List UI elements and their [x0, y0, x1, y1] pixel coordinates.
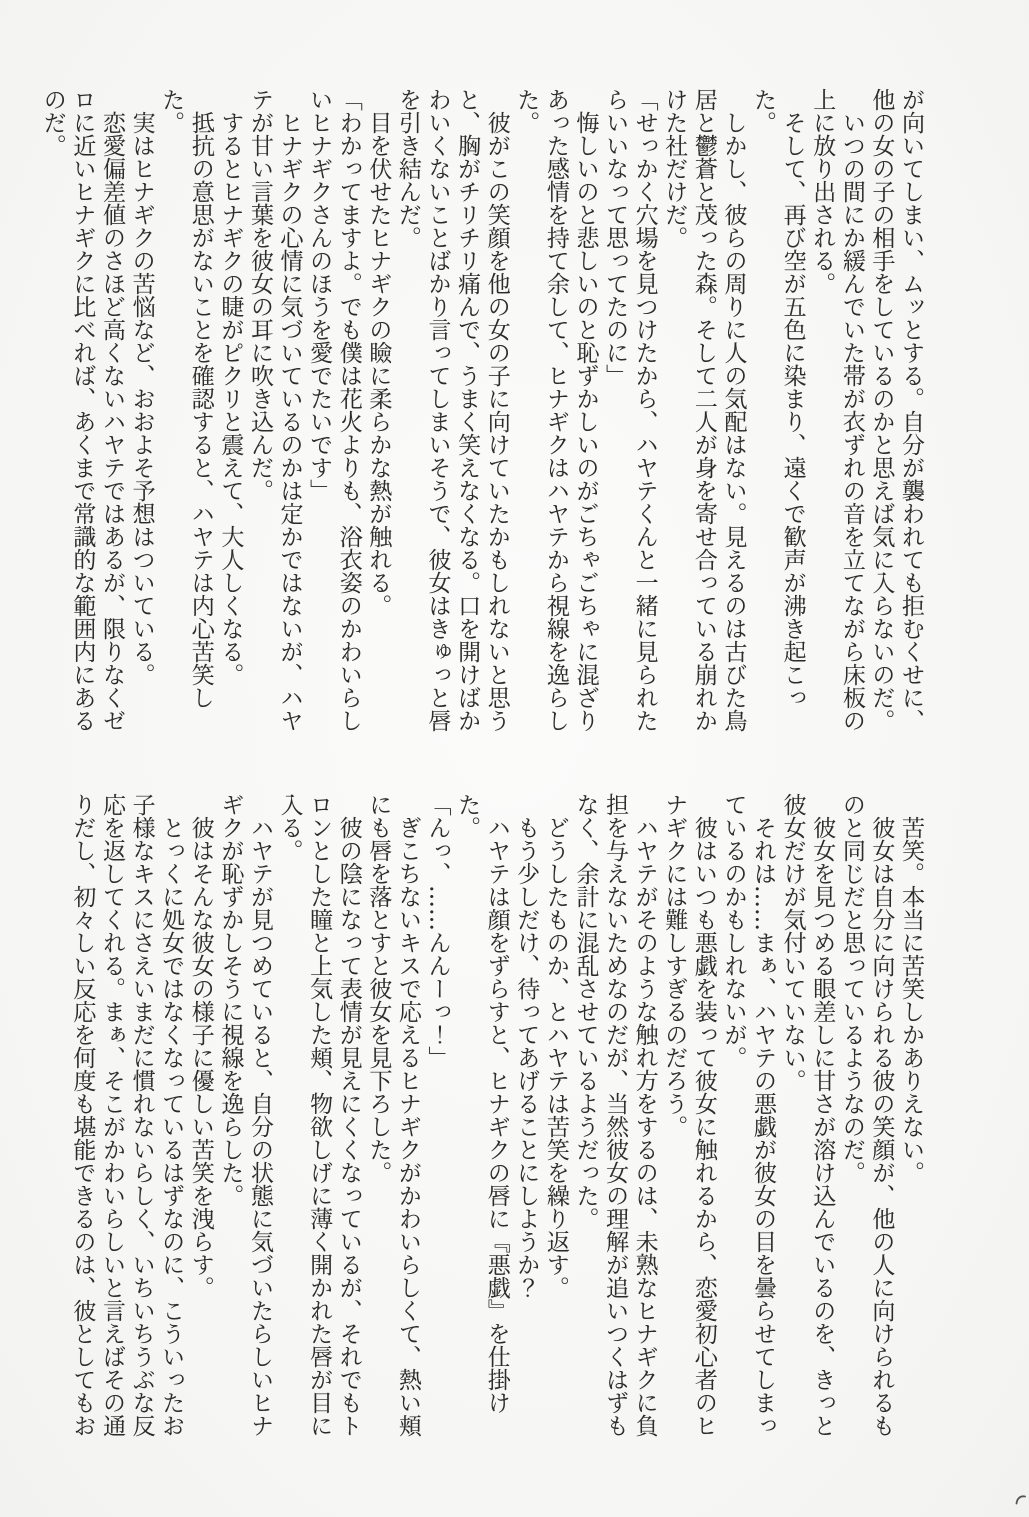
page-corner-mark — [1015, 1491, 1027, 1505]
paragraph: するとヒナギクの睫がピクリと震えて、大人しくなる。 — [217, 111, 244, 686]
paragraph: 彼の陰になって表情が見えにくくなっているが、それでもトロンとした瞳と上気した頬、物欲しげに薄く開かれた唇が目に入る。 — [276, 793, 362, 1437]
paragraph: とっくに処女ではなくなっているはずなのに、こういったお子様なキスにさえいまだに慣れないらしく、いちいちうぶな反応を返してくれる。まぁ、そこがかわいらしいと言えばその通りだし、初々しい反応を何度も堪能できるのは、彼としてもお — [69, 793, 185, 1437]
text-block-top — [39, 88, 925, 748]
paragraph: ハヤテが見つめていると、自分の状態に気づいたらしいヒナギクが恥ずかしそうに視線を逸らした。 — [217, 793, 273, 1437]
paragraph: しかし、彼らの周りに人の気配はない。見えるのは古びた鳥居と鬱蒼と茂った森。そして二人が身を寄せ合っている崩れかけた社だけだ。 — [661, 88, 747, 732]
paragraph: もう少しだけ、待ってあげることにしようか？ — [513, 816, 540, 1299]
paragraph: が向いてしまい、ムッとする。自分が襲われても拒むくせに、他の女の子の相手をしているのかと思えば気に入らないのだ。 — [868, 88, 924, 732]
paragraph: ハヤテは顔をずらすと、ヒナギクの唇に『悪戯』を仕掛けた。 — [454, 793, 510, 1414]
paragraph: 「んっ、……んんーっ！」 — [424, 793, 451, 1069]
paragraph: 「せっかく穴場を見つけたから、ハヤテくんと一緒に見られたらいいなって思ってたのに」 — [602, 88, 658, 732]
paragraph: ぎこちないキスで応えるヒナギクがかわいらしくて、熱い頬にも唇を落とすと彼女を見下ろした。 — [365, 793, 421, 1437]
paragraph: 苦笑。本当に苦笑しかありえない。 — [898, 816, 924, 1184]
paragraph: どうしたものか、とハヤテは苦笑を繰り返す。 — [542, 816, 569, 1299]
paragraph: 彼はいつも悪戯を装って彼女に触れるから、恋愛初心者のヒナギクには難しすぎるのだろう。 — [661, 793, 717, 1437]
paragraph: 「わかってますよ。でも僕は花火よりも、浴衣姿のかわいらしいヒナギクさんのほうを愛でたいです」 — [306, 88, 362, 732]
paragraph: ヒナギクの心情に気づいているのかは定かではないが、ハヤテが甘い言葉を彼女の耳に吹き込んだ。 — [246, 88, 303, 732]
paragraph: いつの間にか緩んでいた帯が衣ずれの音を立てながら床板の上に放り出される。 — [809, 88, 865, 732]
paragraph: 目を伏せたヒナギクの瞼に柔らかな熱が触れる。 — [365, 111, 392, 617]
paragraph: 彼がこの笑顔を他の女の子に向けていたかもしれないと思うと、胸がチリチリ痛んで、うまく笑えなくなる。口を開けばかわいくないことばかり言ってしまいそうで、彼女はきゅっと唇を引き結んだ。 — [394, 88, 510, 732]
paragraph: 悔しいのと悲しいのと恥ずかしいのがごちゃごちゃに混ざりあった感情を持て余して、ヒナギクはハヤテから視線を逸らした。 — [513, 88, 599, 732]
paragraph: 抵抗の意思がないことを確認すると、ハヤテは内心苦笑した。 — [158, 88, 214, 709]
paragraph: それは……まぁ、ハヤテの悪戯が彼女の目を曇らせてしまっているのかもしれないが。 — [720, 793, 777, 1437]
paragraph: 彼女は自分に向けられる彼の笑顔が、他の人に向けられるものと同じだと思っているようなのだ。 — [838, 793, 895, 1437]
paragraph: 実はヒナギクの苦悩など、おおよそ予想はついている。 — [128, 111, 155, 686]
paragraph: 彼はそんな彼女の様子に優しい苦笑を洩らす。 — [187, 816, 214, 1299]
text-block-bottom — [69, 793, 925, 1453]
paragraph: ハヤテがそのような触れ方をするのは、未熟なヒナギクに負担を与えないためなのだが、当然彼女の理解が追いつくはずもなく、余計に混乱させているようだった。 — [572, 793, 658, 1437]
paragraph: そして、再び空が五色に染まり、遠くで歓声が沸き起こった。 — [750, 88, 806, 709]
paragraph: 恋愛偏差値のさほど高くないハヤテではあるが、限りなくゼロに近いヒナギクに比べれば、あくまで常識的な範囲内にあるのだ。 — [39, 88, 125, 732]
paragraph: 彼女を見つめる眼差しに甘さが溶け込んでいるのを、きっと彼女だけが気付いていない。 — [779, 793, 836, 1437]
